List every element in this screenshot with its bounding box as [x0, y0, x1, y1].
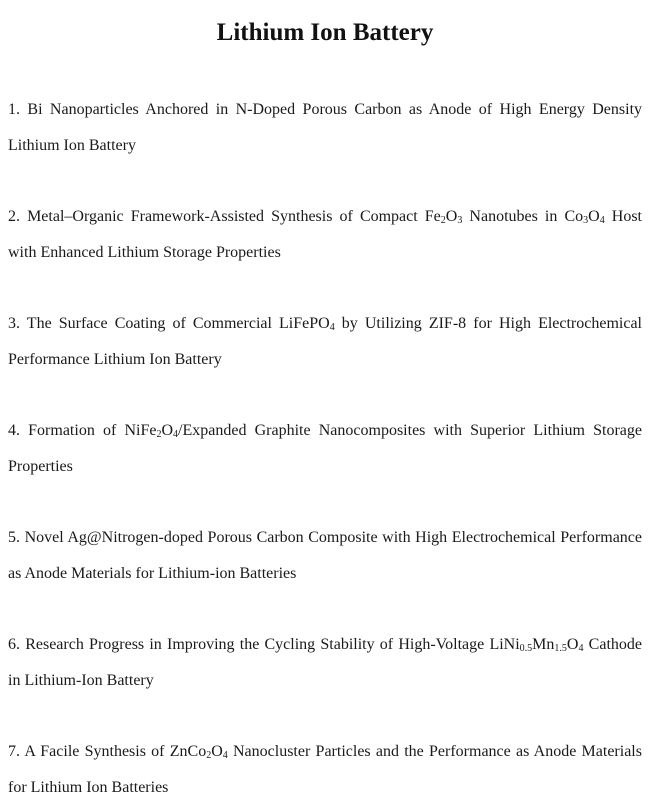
reference-item — [8, 199, 642, 271]
reference-title — [8, 101, 642, 154]
subscript: 2 — [440, 215, 446, 226]
reference-number: 7. — [8, 743, 20, 760]
reference-number: 2. — [8, 208, 20, 225]
title-text: Cathode in Lithium-Ion Battery — [8, 636, 642, 689]
title-text: Bi Nanoparticles Anchored in N-Doped Porous Carbon as Anode of High Energy Density Lithium Ion Battery — [8, 101, 643, 154]
reference-number: 4. — [8, 422, 20, 439]
reference-title — [8, 208, 642, 261]
reference-title — [8, 315, 642, 368]
subscript: 2 — [156, 429, 162, 440]
subscript: 4 — [578, 643, 584, 654]
title-text: O — [588, 208, 600, 225]
title-text: Metal–Organic Framework-Assisted Synthesis of Compact Fe — [27, 208, 441, 225]
reference-item — [8, 413, 642, 485]
subscript: 3 — [583, 215, 589, 226]
title-text: O — [211, 743, 223, 760]
document-title: Lithium Ion Battery — [216, 19, 434, 46]
subscript: 4 — [222, 750, 228, 761]
reference-number: 1. — [8, 101, 20, 118]
subscript: 4 — [599, 215, 605, 226]
title-text: O — [161, 422, 174, 439]
subscript: 3 — [457, 215, 463, 226]
subscript: 4 — [329, 322, 335, 333]
subscript: 4 — [173, 429, 179, 440]
title-text: Nanotubes in Co — [462, 208, 584, 225]
reference-item — [8, 306, 642, 378]
reference-item — [8, 734, 642, 806]
reference-number: 5. — [8, 529, 20, 546]
title-text: Research Progress in Improving the Cycling Stability of High-Voltage LiNi — [25, 636, 520, 653]
title-text: Host with Enhanced Lithium Storage Properties — [8, 208, 642, 261]
title-text: O — [566, 636, 579, 653]
reference-title — [8, 422, 642, 475]
reference-number: 6. — [8, 636, 20, 653]
title-text: A Facile Synthesis of ZnCo — [24, 743, 207, 760]
subscript: 1.5 — [554, 643, 567, 654]
title-text: O — [445, 208, 458, 225]
subscript: 0.5 — [519, 643, 533, 654]
reference-title — [8, 529, 642, 582]
title-text: Nanocluster Particles and the Performance as Anode Materials for Lithium Ion Batteries — [8, 743, 642, 796]
title-text: by Utilizing ZIF-8 for High Electrochemical Performance Lithium Ion Battery — [8, 315, 642, 368]
title-text: Mn — [532, 636, 555, 653]
title-text: Novel Ag@Nitrogen-doped Porous Carbon Composite with High Electrochemical Performance as Anode Materials for Lithium-ion Batteries — [8, 529, 642, 582]
reference-item — [8, 92, 642, 164]
title-text: /Expanded Graphite Nanocomposites with Superior Lithium Storage Properties — [8, 422, 642, 475]
reference-number: 3. — [8, 315, 20, 332]
title-text: Formation of NiFe — [28, 422, 157, 439]
reference-item — [8, 627, 642, 699]
reference-title — [8, 636, 642, 689]
reference-title — [8, 743, 642, 796]
subscript: 2 — [206, 750, 212, 761]
reference-item — [8, 520, 642, 592]
title-text: The Surface Coating of Commercial LiFePO — [26, 315, 330, 332]
